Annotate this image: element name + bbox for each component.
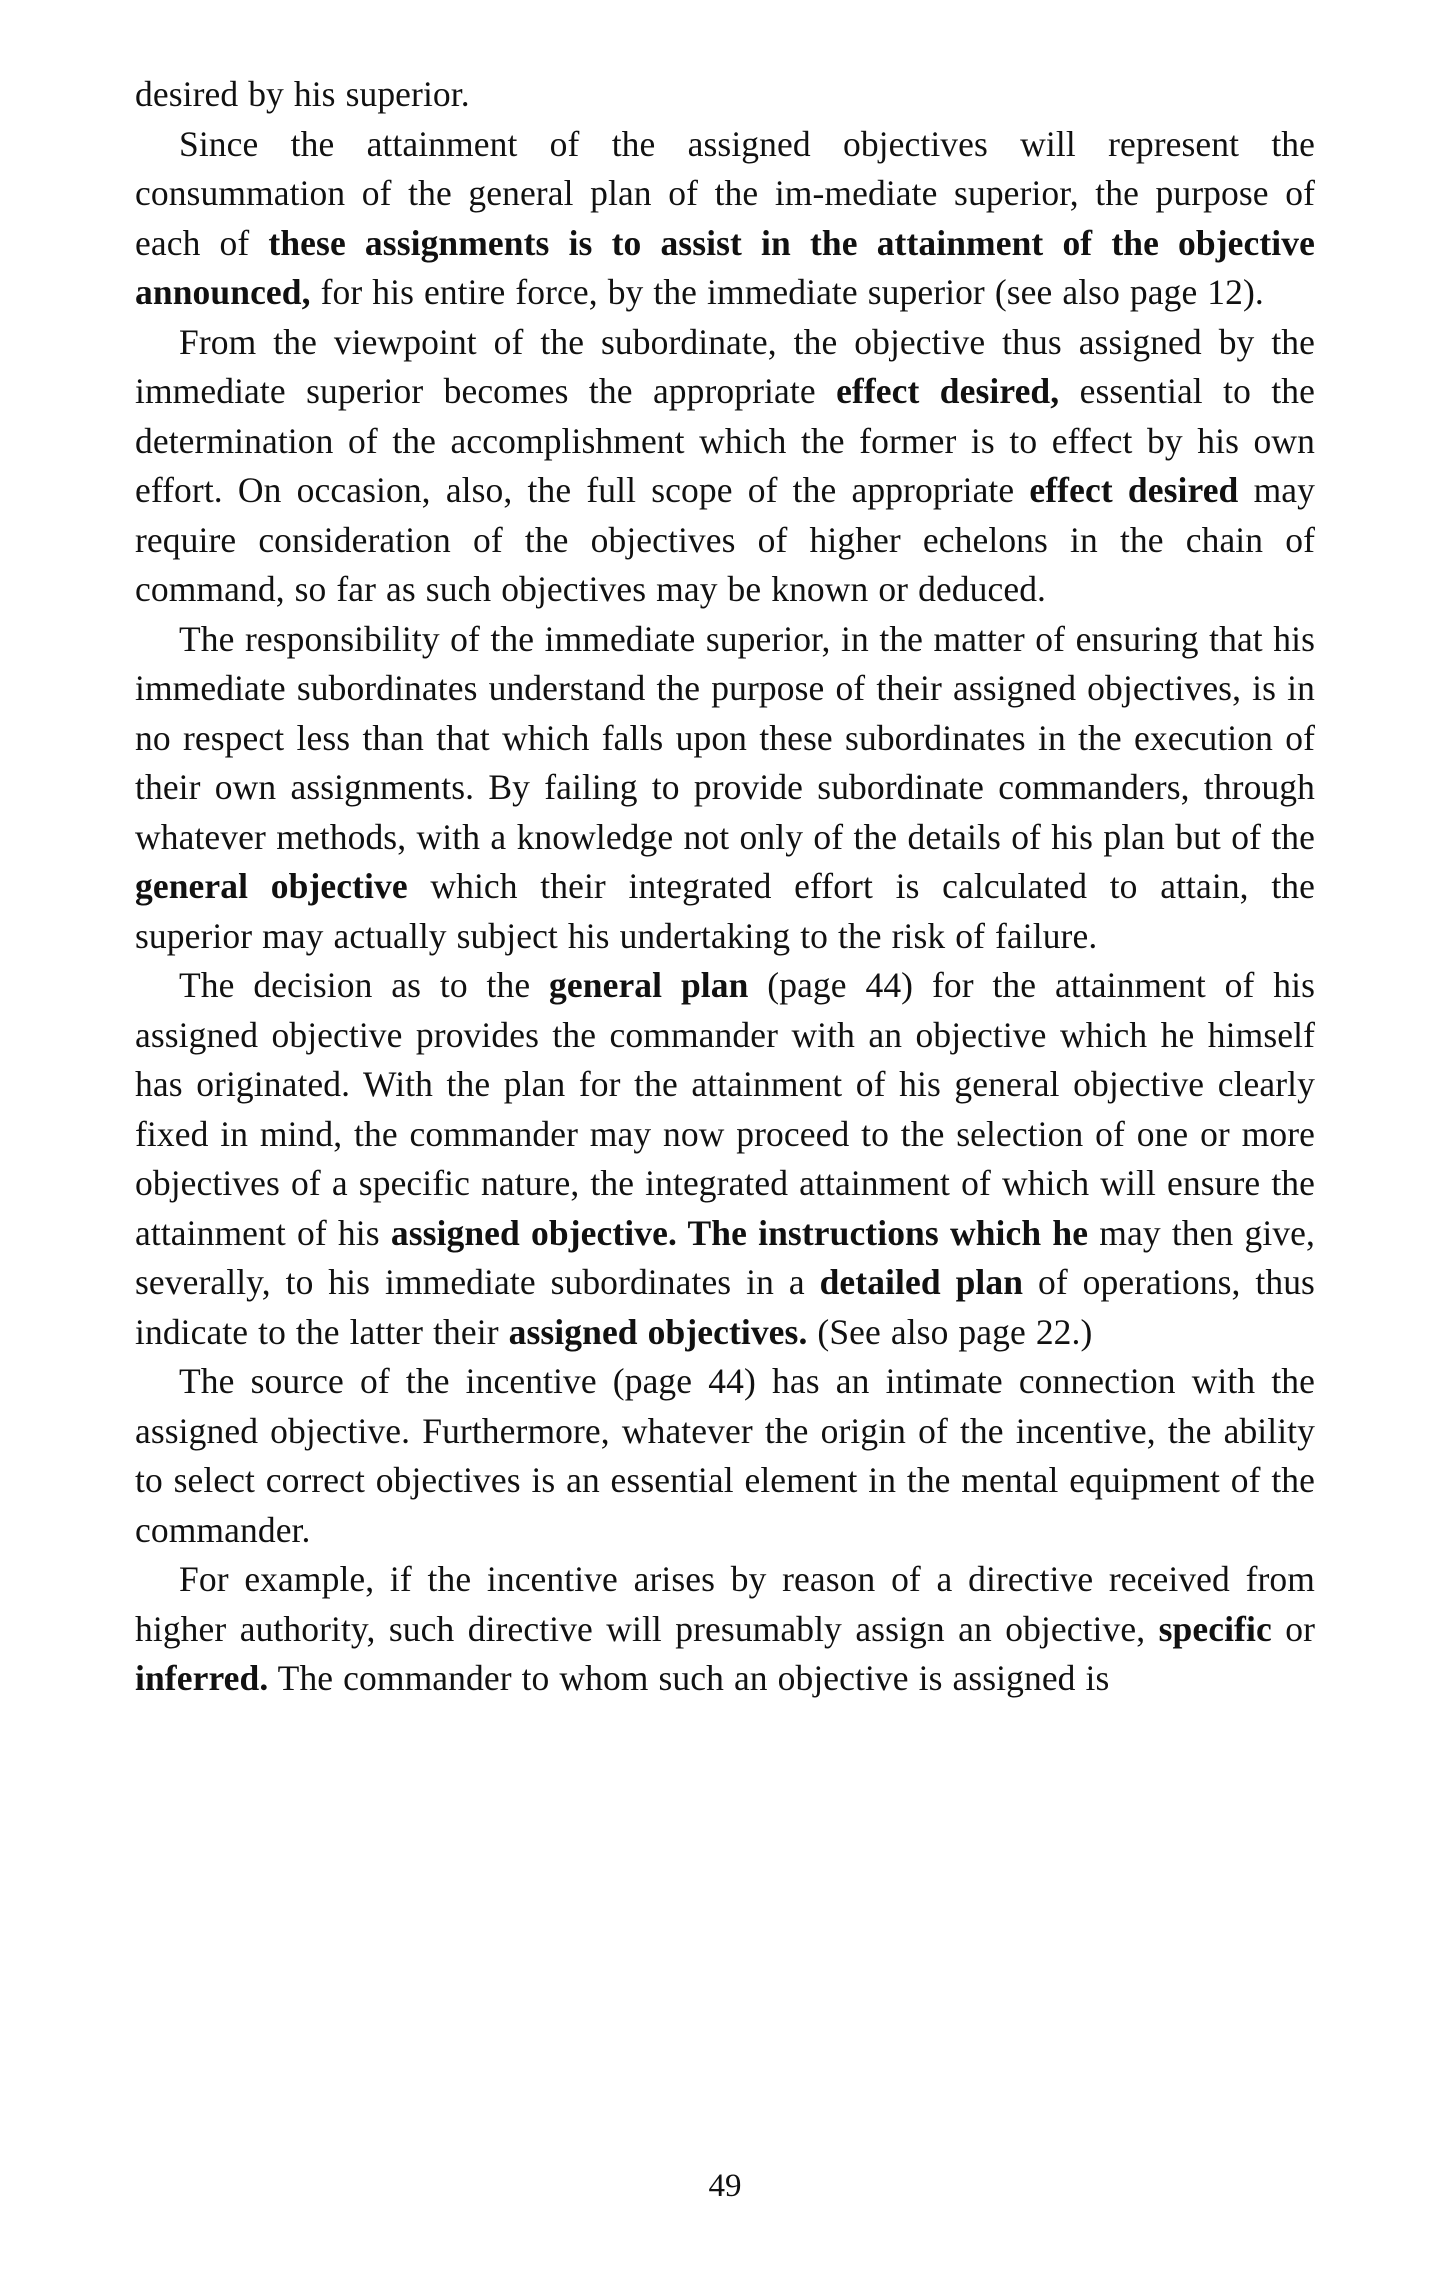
paragraph xyxy=(135,1555,1315,1704)
text-run: desired by his superior. xyxy=(135,74,470,114)
emphasized-text: general plan xyxy=(549,965,749,1005)
paragraph xyxy=(135,1357,1315,1555)
emphasized-text: effect desired, xyxy=(836,371,1060,411)
emphasized-text: these assignments is to assist in the attainment of the objective announced, xyxy=(135,222,1315,312)
text-run: (page 44) for the attainment of his assigned objective provides the commander with an objective which he himself has originated. With the plan for the attainment of his general objective clearly fixed in mind, the commander may now proceed to the selection of one or more objectives of a specific nature, the integrated attainment of which will ensure the attainment of his xyxy=(135,965,1315,1253)
page-number: 49 xyxy=(708,2168,742,2204)
text-run: The decision as to the xyxy=(179,965,550,1005)
text-run: The commander to whom such an objective is assigned is xyxy=(268,1658,1110,1698)
text-run: which their integrated effort is calculated to attain, the superior may actually subject his undertaking to the risk of failure. xyxy=(135,866,1315,956)
paragraph xyxy=(135,318,1315,615)
paragraph xyxy=(135,615,1315,962)
text-run: The responsibility of the immediate superior, in the matter of ensuring that his immediate subordinates understand the purpose of their assigned objectives, is in no respect less than that which falls upon these subordinates in the execution of their own assignments. By failing to provide subordinate commanders, through whatever methods, with a knowledge not only of the details of his plan but of the xyxy=(135,618,1315,857)
text-run: of operations, thus indicate to the latter their xyxy=(135,1262,1315,1352)
emphasized-text: general objective xyxy=(135,866,408,906)
text-run: or xyxy=(1271,1608,1315,1649)
text-run: From the viewpoint of the subordinate, the objective thus assigned by the immediate superior becomes the appropriate xyxy=(135,321,1315,411)
text-run: may require consideration of the objectives of higher echelons in the chain of command, so far as such objectives may be known or deduced. xyxy=(135,470,1315,609)
body-text-column xyxy=(135,70,1315,1704)
text-run: The source of the incentive (page 44) has an intimate connection with the assigned objective. Furthermore, whatever the origin of the incentive, the ability to select correct objectives is an essential element in the mental equipment of the commander. xyxy=(135,1361,1315,1550)
text-run: essential to the determination of the accomplishment which the former is to effect by his own effort. On occasion, also, the full scope of the appropriate xyxy=(135,371,1316,510)
text-run: may then give, severally, to his immediate subordinates in a xyxy=(135,1212,1316,1302)
text-run: Since the attainment of the assigned objectives will represent the consummation of the general plan of the im-mediate superior, the purpose of each of xyxy=(135,123,1315,263)
paragraph xyxy=(135,120,1315,318)
emphasized-text: assigned objective. The instructions which he xyxy=(390,1212,1089,1253)
paragraph xyxy=(135,70,1315,120)
emphasized-text: inferred. xyxy=(135,1658,269,1698)
emphasized-text: detailed plan xyxy=(819,1262,1024,1302)
text-run: for his entire force, by the immediate superior (see also page 12). xyxy=(310,272,1264,312)
text-run: For example, if the incentive arises by reason of a directive received from higher authority, such directive will presumably assign an objective, xyxy=(135,1559,1315,1649)
emphasized-text: assigned objectives. xyxy=(508,1311,808,1352)
paragraph xyxy=(135,961,1315,1357)
emphasized-text: effect desired xyxy=(1029,470,1239,510)
text-run: (See also page 22.) xyxy=(807,1311,1093,1352)
emphasized-text: specific xyxy=(1158,1608,1272,1649)
